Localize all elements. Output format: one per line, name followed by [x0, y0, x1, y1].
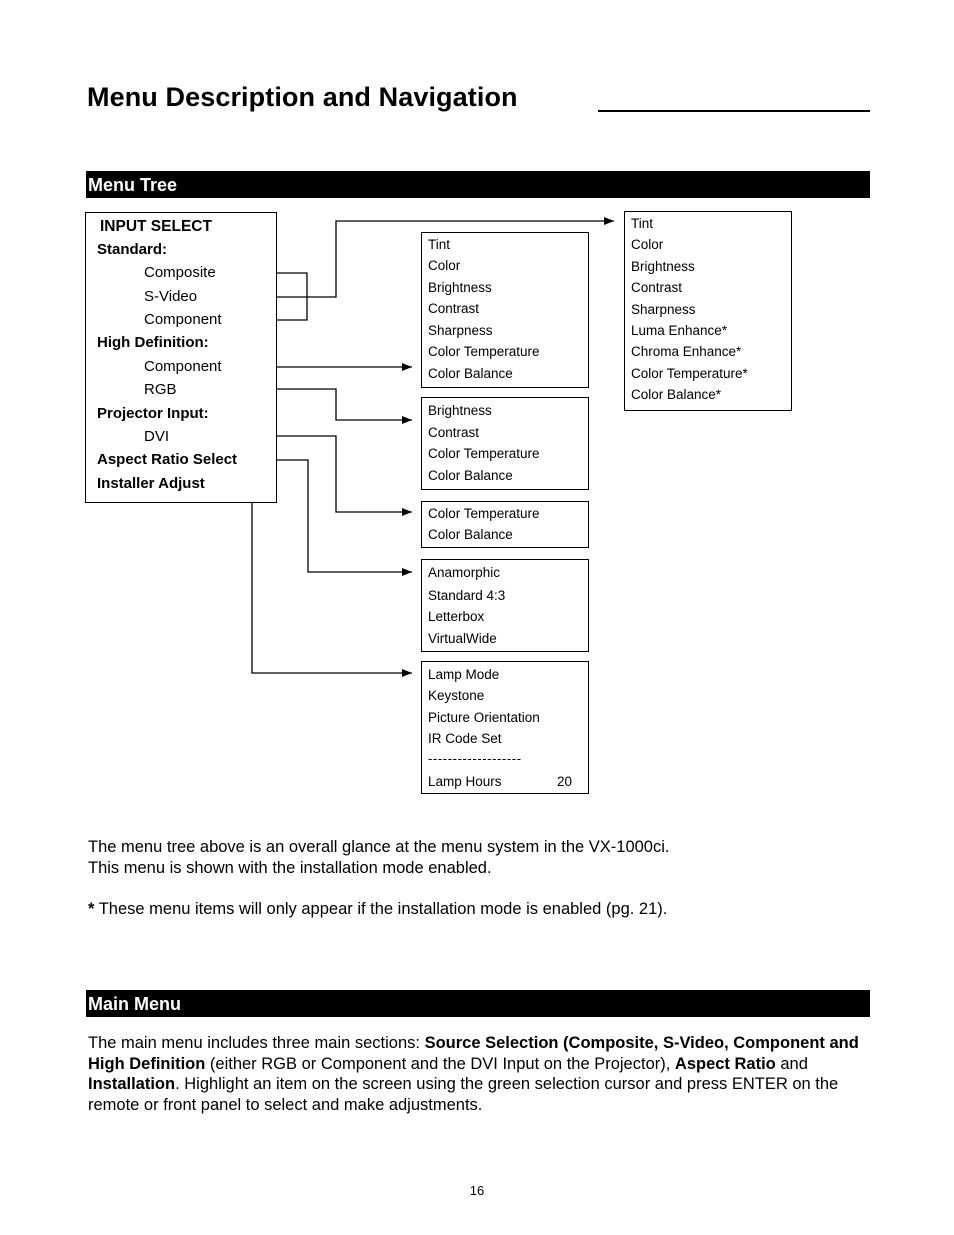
main-menu-description — [88, 1033, 868, 1115]
composite-menu-item: Contrast — [631, 280, 683, 295]
installer-label: Installer Adjust — [97, 475, 205, 492]
menu-tree-description — [88, 837, 868, 878]
component-menu-item: Color — [428, 258, 461, 273]
installer-divider: ------------------- — [428, 751, 522, 766]
composite-menu-item: Chroma Enhance* — [631, 344, 742, 359]
page-title: Menu Description and Navigation — [87, 82, 518, 112]
dvi-menu-item: Color Balance — [428, 527, 513, 542]
composite-menu-item: Luma Enhance* — [631, 323, 728, 338]
hd-label: High Definition: — [97, 334, 209, 351]
hd-component: Component — [144, 358, 222, 375]
composite-menu-item: Color Temperature* — [631, 366, 748, 381]
hd-rgb: RGB — [144, 381, 177, 398]
input-select-box — [85, 212, 277, 503]
main-menu-text: (either RGB or Component and the DVI Input on the Projector), — [205, 1054, 675, 1073]
projector-dvi: DVI — [144, 428, 170, 445]
main-menu-text: The main menu includes three main sections: — [88, 1034, 425, 1052]
component-menu-item: Tint — [428, 237, 451, 252]
menu-tree-line-1: The menu tree above is an overall glance at the menu system in the VX-1000ci. — [88, 838, 670, 856]
main-menu-bold: Source Selection (Composite, S-Video, Component and High Definition — [88, 1034, 859, 1073]
main-menu-bold: Installation — [88, 1075, 176, 1093]
installer-menu-item: IR Code Set — [428, 731, 502, 746]
component-menu-item: Contrast — [428, 301, 480, 316]
main-menu-text: and — [775, 1054, 808, 1073]
composite-menu-item: Sharpness — [631, 302, 696, 317]
installer-menu-box — [421, 661, 589, 794]
component-menu-box — [421, 232, 589, 388]
page-number: 16 — [469, 1183, 485, 1198]
composite-menu-item: Brightness — [631, 259, 695, 274]
dvi-menu-box — [421, 501, 589, 548]
menu-tree-heading: Menu Tree — [86, 171, 870, 198]
rgb-menu-item: Color Temperature — [428, 446, 540, 461]
standard-component: Component — [144, 311, 222, 328]
main-menu-text: . Highlight an item on the screen using the green selection cursor and press ENTER on the remote or front panel to select and make adjustments. — [88, 1075, 839, 1114]
component-menu-item: Sharpness — [428, 323, 493, 338]
rgb-menu-item: Brightness — [428, 403, 492, 418]
installer-menu-item: Lamp Mode — [428, 667, 500, 682]
lamp-hours-value: 20 — [557, 774, 573, 789]
composite-menu-item: Tint — [631, 216, 654, 231]
aspect-label: Aspect Ratio Select — [97, 451, 238, 468]
aspect-menu-item: Anamorphic — [428, 565, 501, 580]
input-select-title: INPUT SELECT — [100, 218, 212, 235]
component-menu-item: Color Temperature — [428, 344, 540, 359]
main-menu-bold: Aspect Ratio — [674, 1054, 776, 1073]
installer-arrow — [217, 482, 412, 673]
composite-menu-item: Color Balance* — [631, 387, 722, 402]
composite-menu-item: Color — [631, 237, 664, 252]
installer-menu-item: Keystone — [428, 688, 485, 703]
component-menu-item: Brightness — [428, 280, 492, 295]
rgb-menu-item: Color Balance — [428, 468, 513, 483]
standard-label: Standard: — [97, 241, 168, 258]
dvi-menu-item: Color Temperature — [428, 506, 540, 521]
composite-menu-box — [624, 211, 792, 411]
rgb-menu-item: Contrast — [428, 425, 480, 440]
aspect-menu-item: Letterbox — [428, 609, 485, 624]
rgb-menu-box — [421, 397, 589, 490]
standard-composite: Composite — [144, 264, 216, 281]
aspect-menu-box — [421, 559, 589, 652]
component-menu-item: Color Balance — [428, 366, 513, 381]
aspect-menu-item: VirtualWide — [428, 631, 497, 646]
lamp-hours-label: Lamp Hours — [428, 774, 502, 789]
installation-note — [88, 899, 868, 920]
note-text: These menu items will only appear if the installation mode is enabled (pg. 21). — [94, 900, 668, 918]
aspect-menu-item: Standard 4:3 — [428, 588, 506, 603]
installer-menu-item: Picture Orientation — [428, 710, 540, 725]
note-asterisk: * — [88, 900, 95, 918]
main-menu-heading: Main Menu — [86, 990, 870, 1017]
standard-svideo: S-Video — [144, 288, 198, 305]
menu-tree-line-2: This menu is shown with the installation mode enabled. — [88, 858, 492, 877]
projector-label: Projector Input: — [97, 405, 209, 422]
